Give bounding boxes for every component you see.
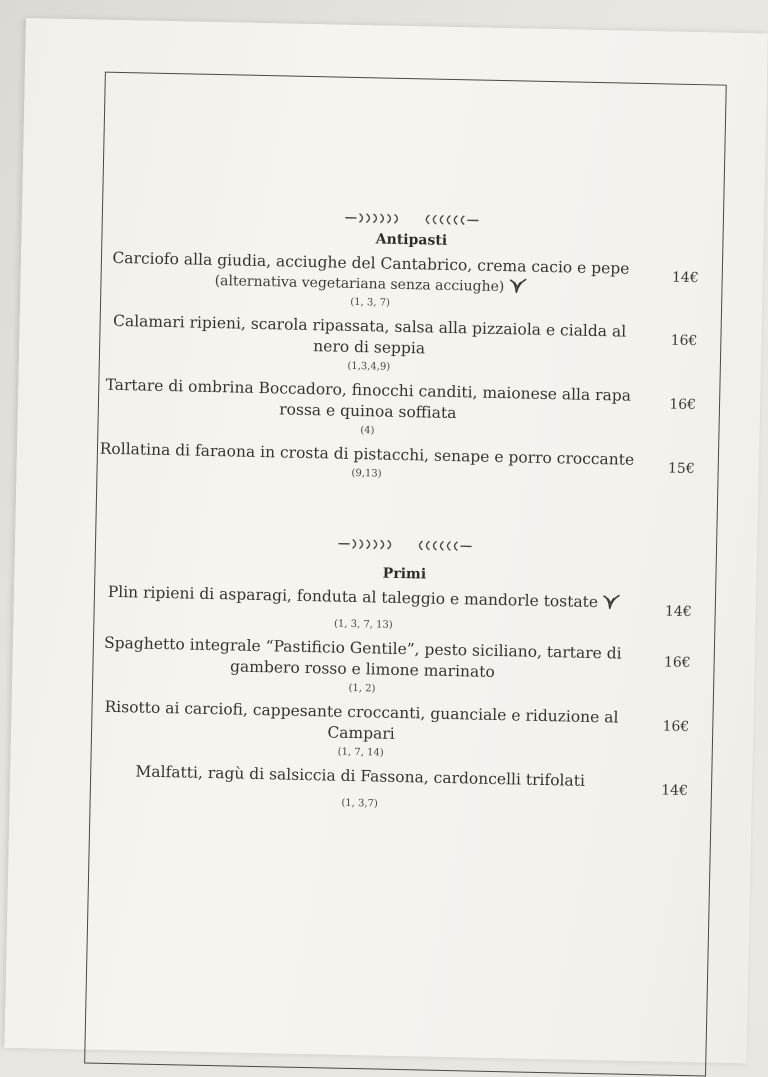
dish-price: 16€ (662, 718, 689, 735)
dish-price: 16€ (670, 333, 697, 350)
dish-name: Tartare di ombrina Boccadoro, finocchi canditi, maionese alla rapa rossa e quinoa soffiata (98, 375, 639, 428)
dish-price: 14€ (665, 604, 692, 621)
dish-allergens: (1, 2) (92, 675, 632, 704)
menu-item (92, 633, 713, 706)
dish-price: 16€ (664, 655, 691, 672)
dish-allergens: (1,3,4,9) (99, 353, 639, 382)
dish-price: 15€ (668, 461, 695, 478)
laurel-divider-icon (342, 211, 482, 228)
dish-name: Malfatti, ragù di salsiccia di Fassona, cardoncelli trifolati (90, 761, 630, 793)
menu-item (100, 248, 721, 320)
leaf-icon (508, 277, 526, 293)
section-title-antipasti: Antipasti (101, 226, 721, 255)
menu-item (89, 761, 710, 821)
dish-name: Spaghetto integrale “Pastificio Gentile”, pesto siciliano, tartare di gambero rosso e limone marinato (92, 633, 633, 686)
menu-item (97, 375, 718, 448)
dish-price: 14€ (672, 270, 699, 287)
menu-item (93, 582, 714, 642)
dish-name: Plin ripieni di asparagi, fonduta al taleggio e mandorle tostate (94, 582, 634, 614)
dish-price: 14€ (661, 782, 688, 799)
dish-name: Carciofo alla giudia, acciughe del Cantabrico, crema cacio e pepe (101, 248, 641, 280)
dish-allergens: (1, 3, 7, 13) (93, 611, 633, 640)
dish-allergens: (9,13) (96, 460, 636, 489)
dish-allergens: (4) (97, 417, 637, 446)
dish-price: 16€ (669, 397, 696, 414)
dish-name: Risotto ai carciofi, cappesante croccanti, guanciale e riduzione al Campari (91, 697, 632, 750)
leaf-icon (602, 593, 620, 609)
dish-alternative: (alternativa vegetariana senza acciughe) (100, 269, 640, 300)
menu-item (91, 697, 712, 770)
laurel-divider-icon (335, 537, 475, 554)
section-title-primi: Primi (94, 560, 714, 589)
menu-item (99, 311, 720, 384)
menu-sheet (4, 18, 767, 1063)
dish-allergens: (1, 3,7) (89, 790, 629, 819)
dish-name: Calamari ripieni, scarola ripassata, salsa alla pizzaiola e cialda al nero di seppia (99, 311, 640, 364)
dish-name: Rollatina di faraona in crosta di pistacchi, senape e porro croccante (97, 439, 637, 471)
menu-content (89, 72, 724, 825)
dish-allergens: (1, 7, 14) (91, 739, 631, 768)
dish-allergens: (1, 3, 7) (100, 289, 640, 318)
